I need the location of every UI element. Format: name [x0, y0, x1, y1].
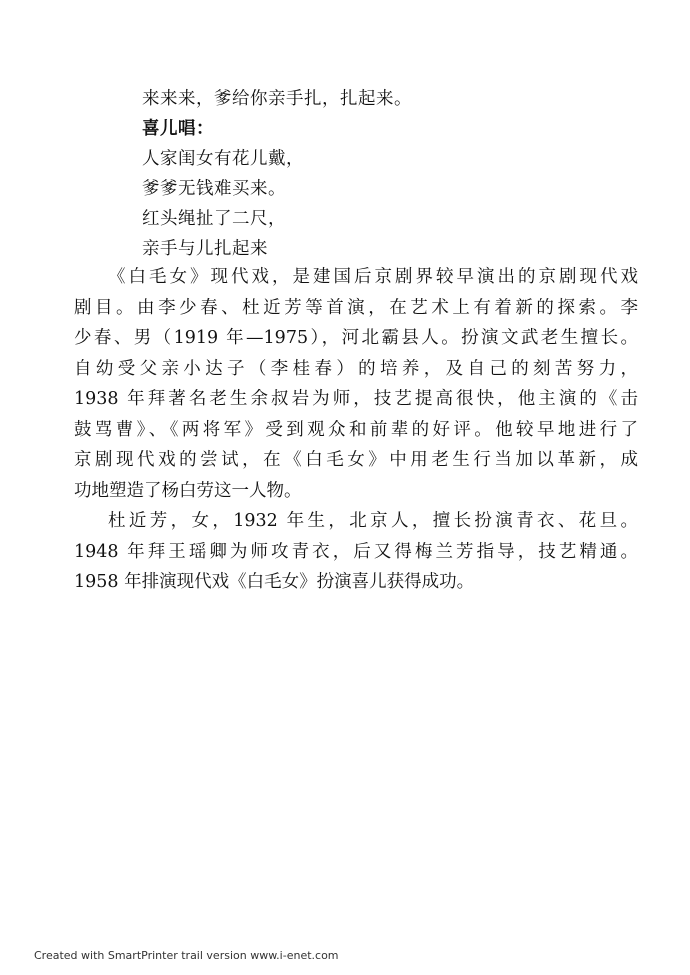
- body-text: [74, 262, 638, 598]
- paragraph-line: 杜近芳，女，1932 年生，北京人，擅长扮演青衣、花旦。: [108, 511, 638, 531]
- paragraph-line: 1958 年排演现代戏《白毛女》扮演喜儿获得成功。: [74, 572, 475, 592]
- paragraph-line: 功地塑造了杨白劳这一人物。: [74, 480, 302, 501]
- lyric-line: 爹爹无钱难买来。: [142, 179, 286, 199]
- singer-label: 喜儿唱：: [142, 119, 214, 139]
- paragraph-line: 鼓骂曹》、《两将军》受到观众和前辈的好评。他较早地进行了: [74, 419, 638, 440]
- paragraph-line: 京剧现代戏的尝试，在《白毛女》中用老生行当加以革新，成: [74, 450, 638, 470]
- paragraph-line: 《白毛女》现代戏，是建国后京剧界较早演出的京剧现代戏: [108, 267, 638, 287]
- paragraph-line: 1938 年拜著名老生余叔岩为师，技艺提高很快，他主演的《击: [74, 389, 638, 409]
- watermark-footer: Created with SmartPrinter trail version www.i-enet.com: [34, 949, 339, 962]
- paragraph-line: 剧目。由李少春、杜近芳等首演，在艺术上有着新的探索。李: [74, 297, 638, 318]
- lyrics-block: [142, 84, 622, 264]
- lyric-line: 红头绳扯了二尺，: [142, 209, 286, 229]
- paragraph-line: 少春、男（1919 年—1975），河北霸县人。扮演文武老生擅长。: [74, 328, 638, 348]
- lyric-line: 亲手与儿扎起来: [142, 239, 268, 259]
- lyric-line: 来来来，爹给你亲手扎，扎起来。: [142, 89, 412, 109]
- paragraph-line: 自幼受父亲小达子（李桂春）的培养，及自己的刻苦努力，: [74, 358, 638, 379]
- lyric-line: 人家闺女有花儿戴，: [142, 149, 304, 169]
- paragraph-line: 1948 年拜王瑶卿为师攻青衣，后又得梅兰芳指导，技艺精通。: [74, 541, 638, 562]
